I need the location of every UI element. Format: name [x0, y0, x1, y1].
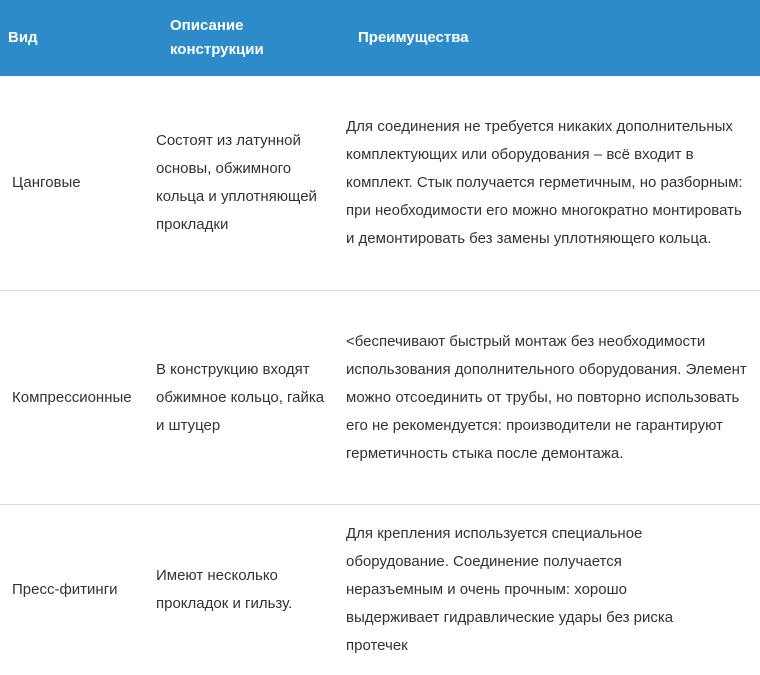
cell-advantages — [346, 76, 760, 290]
cell-description — [156, 291, 346, 504]
table-header — [0, 0, 760, 76]
cell-description — [156, 505, 346, 675]
advantages-text: Для крепления используется специальное оборудование. Соединение получается неразъемным и очень прочным: хорошо выдерживает гидравлические удары без риска протечек — [346, 525, 674, 654]
cell-type — [0, 76, 156, 290]
header-advantages-label: Преимущества — [358, 29, 469, 46]
cell-type — [0, 505, 156, 675]
header-description-label: Описание конструкции — [170, 17, 264, 58]
cell-type — [0, 291, 156, 504]
table-row — [0, 291, 760, 505]
table-row — [0, 505, 760, 675]
type-text: Цанговые — [12, 174, 81, 191]
cell-advantages — [346, 505, 760, 675]
header-type — [0, 0, 156, 76]
table-row — [0, 76, 760, 291]
description-text: В конструкцию входят обжимное кольцо, гайка и штуцер — [156, 360, 325, 434]
advantages-text: <беспечивают быстрый монтаж без необходимости использования дополнительного оборудования. Элемент можно отсоединить от трубы, но повторно использовать его не рекомендуется: производители не гарантируют герметичность стыка после демонтажа. — [346, 332, 747, 462]
header-description — [156, 0, 346, 76]
description-text: Состоят из латунной основы, обжимного кольца и уплотняющей прокладки — [156, 132, 317, 233]
cell-description — [156, 76, 346, 290]
type-text: Компрессионные — [12, 388, 132, 406]
header-advantages — [346, 0, 760, 76]
cell-advantages — [346, 291, 760, 504]
description-text: Имеют несколько прокладок и гильзу. — [156, 567, 293, 612]
type-text: Пресс-фитинги — [12, 581, 118, 598]
advantages-text: Для соединения не требуется никаких дополнительных комплектующих или оборудования – всё входит в комплект. Стык получается герметичным, но разборным: при необходимости его можно многократно монтировать и демонтировать без замены уплотняющего кольца. — [346, 118, 743, 247]
header-type-label: Вид — [8, 29, 38, 46]
